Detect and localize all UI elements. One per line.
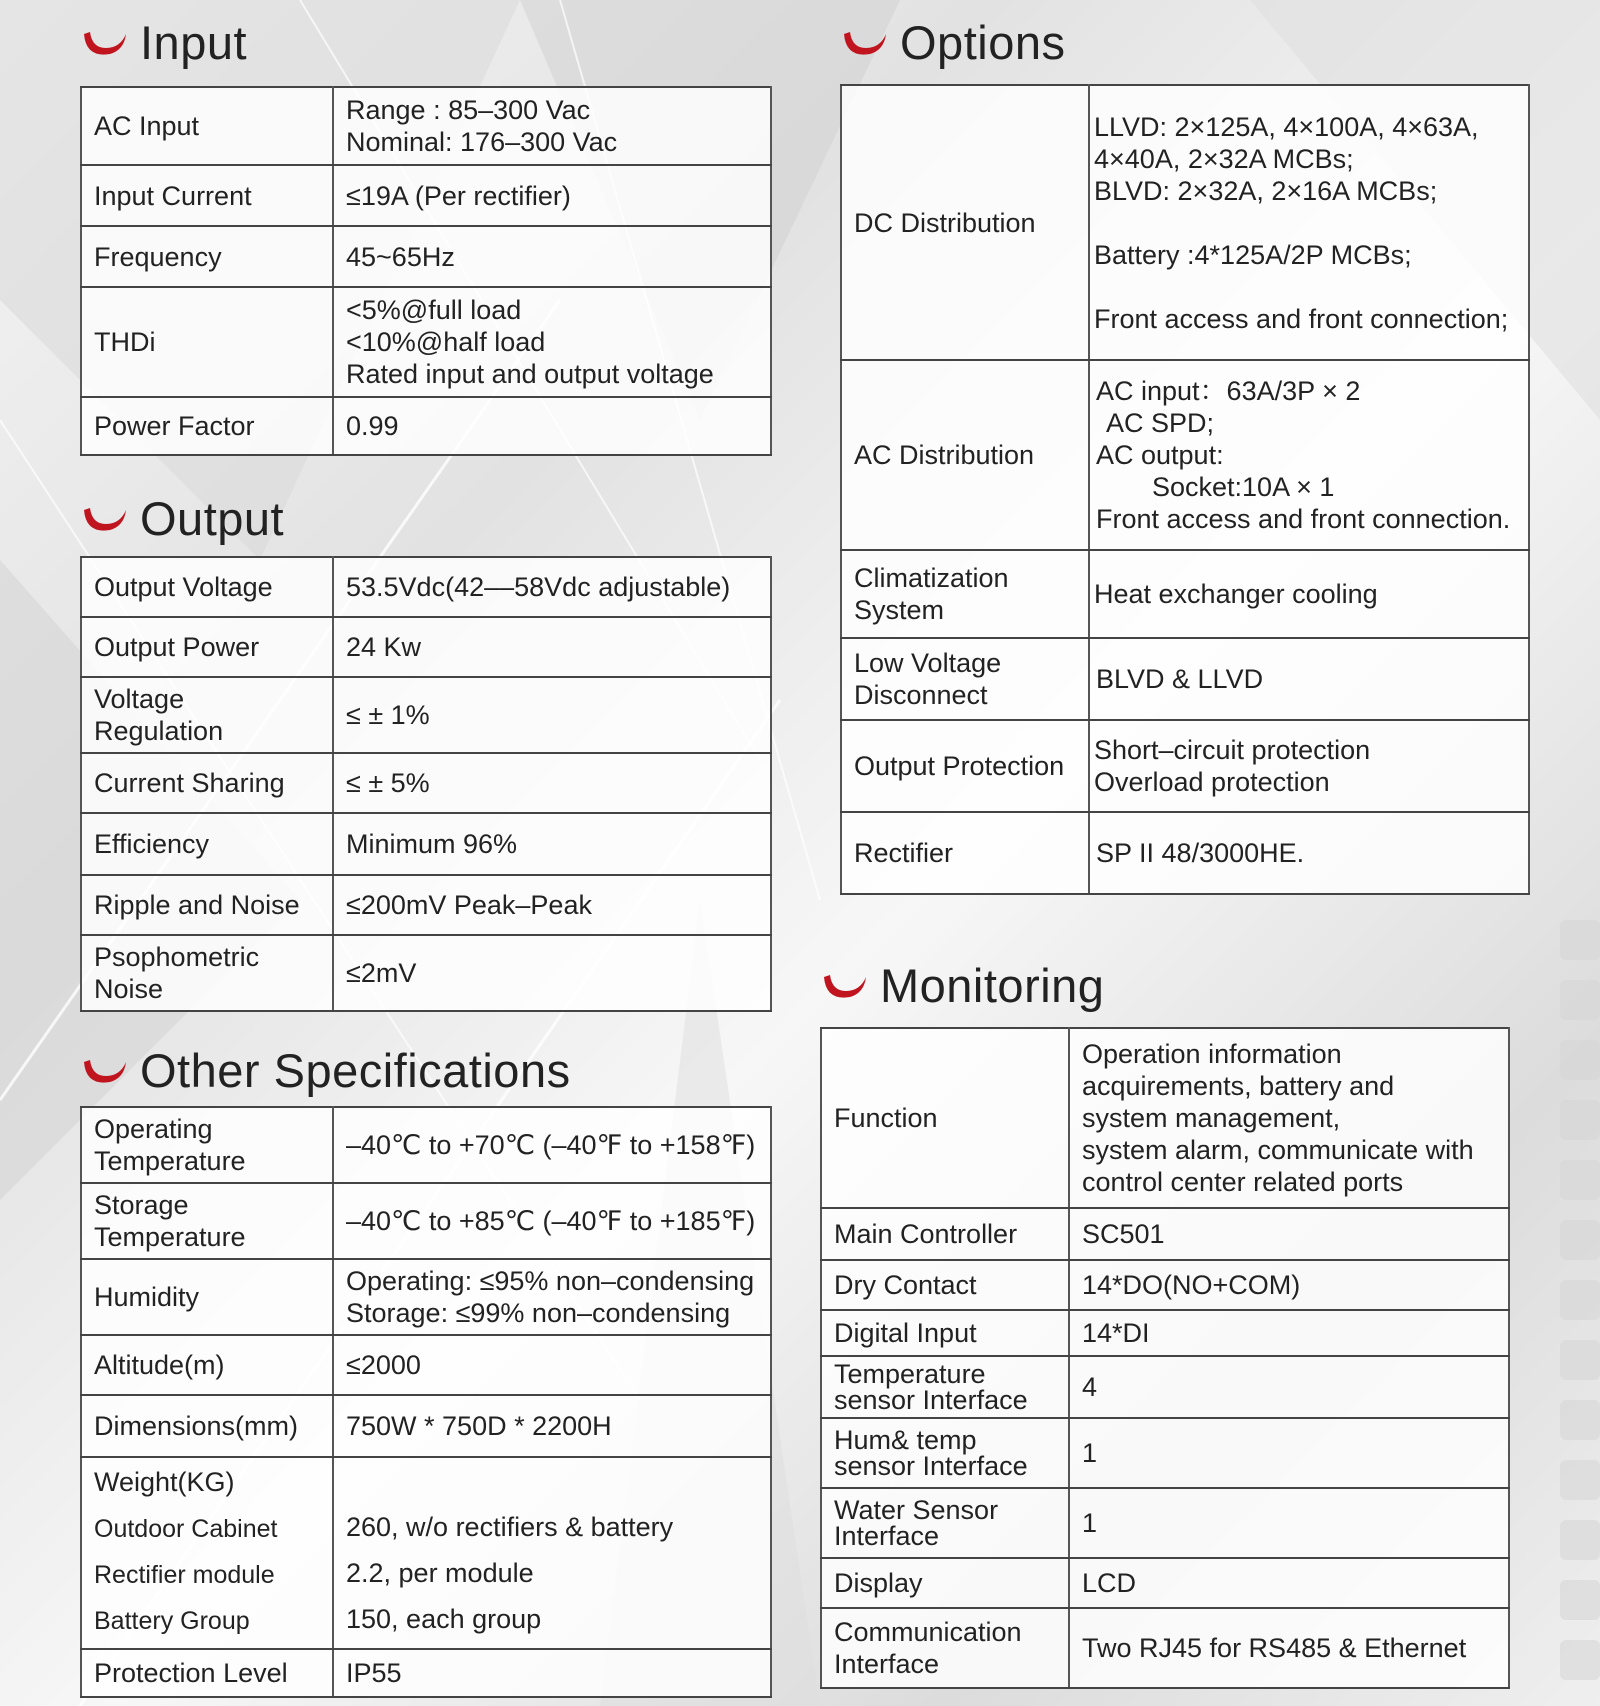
monitoring-section xyxy=(820,955,1510,1689)
row-label: Altitude(m) xyxy=(81,1335,333,1395)
row-value: 1 xyxy=(1069,1488,1509,1558)
options-table xyxy=(840,84,1530,895)
other-specs-section xyxy=(80,1040,772,1698)
row-label: Dry Contact xyxy=(821,1260,1069,1310)
swoosh-icon xyxy=(80,500,130,536)
weight-item-value: 260, w/o rectifiers & battery xyxy=(346,1512,674,1542)
row-label: THDi xyxy=(81,287,333,397)
row-label: Rectifier xyxy=(841,812,1089,894)
row-value: BLVD & LLVD xyxy=(1089,638,1529,720)
other-specs-title: Other Specifications xyxy=(140,1043,571,1097)
input-section xyxy=(80,12,772,456)
row-value: 45~65Hz xyxy=(333,226,771,287)
row-label: Temperature sensor Interface xyxy=(821,1356,1069,1418)
table-row xyxy=(821,1260,1509,1310)
row-value: 14*DO(NO+COM) xyxy=(1069,1260,1509,1310)
table-row xyxy=(821,1028,1509,1208)
table-row xyxy=(821,1208,1509,1260)
table-row xyxy=(821,1558,1509,1608)
row-value: ≤200mV Peak–Peak xyxy=(333,875,771,935)
row-label: Communication Interface xyxy=(821,1608,1069,1688)
row-label: Output Protection xyxy=(841,720,1089,812)
row-label: Frequency xyxy=(81,226,333,287)
table-row xyxy=(841,360,1529,550)
row-value: 14*DI xyxy=(1069,1310,1509,1356)
weight-item-label: Battery Group xyxy=(94,1607,250,1635)
row-value: IP55 xyxy=(333,1649,771,1697)
input-title: Input xyxy=(140,15,248,69)
table-row xyxy=(81,1259,771,1335)
table-row xyxy=(81,165,771,226)
weight-item-label: Outdoor Cabinet xyxy=(94,1515,278,1543)
options-title: Options xyxy=(900,15,1066,69)
row-label: Current Sharing xyxy=(81,753,333,813)
output-section xyxy=(80,488,772,1012)
row-value: Range : 85–300 Vac Nominal: 176–300 Vac xyxy=(333,87,771,165)
row-value: Operation information acquirements, battery and system management, system alarm, communicate with control center related ports xyxy=(1069,1028,1509,1208)
row-value: Heat exchanger cooling xyxy=(1089,550,1529,638)
row-value: –40℃ to +85℃ (–40℉ to +185℉) xyxy=(333,1183,771,1259)
row-label: Digital Input xyxy=(821,1310,1069,1356)
options-heading xyxy=(840,12,1530,72)
row-label: Output Voltage xyxy=(81,557,333,617)
row-label: Storage Temperature xyxy=(81,1183,333,1259)
row-label: Function xyxy=(821,1028,1069,1208)
table-row xyxy=(81,87,771,165)
weight-item-value: 2.2, per module xyxy=(346,1558,534,1588)
swoosh-icon xyxy=(80,24,130,60)
row-label: Humidity xyxy=(81,1259,333,1335)
table-row xyxy=(81,935,771,1011)
row-label: AC Distribution xyxy=(841,360,1089,550)
row-value: 53.5Vdc(42––58Vdc adjustable) xyxy=(333,557,771,617)
row-value: 24 Kw xyxy=(333,617,771,677)
row-label: Low Voltage Disconnect xyxy=(841,638,1089,720)
table-row xyxy=(821,1418,1509,1488)
row-label: Dimensions(mm) xyxy=(81,1395,333,1457)
row-label: Input Current xyxy=(81,165,333,226)
table-row xyxy=(81,1395,771,1457)
row-value: 750W * 750D * 2200H xyxy=(333,1395,771,1457)
row-value: Minimum 96% xyxy=(333,813,771,875)
input-table xyxy=(80,86,772,456)
row-value: –40℃ to +70℃ (–40℉ to +158℉) xyxy=(333,1107,771,1183)
output-heading xyxy=(80,488,772,548)
row-label: Main Controller xyxy=(821,1208,1069,1260)
row-value: 0.99 xyxy=(333,397,771,455)
monitoring-heading xyxy=(820,955,1510,1015)
row-value: ≤2mV xyxy=(333,935,771,1011)
swoosh-icon xyxy=(840,24,890,60)
row-value: Two RJ45 for RS485 & Ethernet xyxy=(1069,1608,1509,1688)
output-title: Output xyxy=(140,491,285,545)
table-row xyxy=(81,287,771,397)
row-label: Display xyxy=(821,1558,1069,1608)
row-label: Hum& temp sensor Interface xyxy=(821,1418,1069,1488)
row-label: Voltage Regulation xyxy=(81,677,333,753)
row-label: Water Sensor Interface xyxy=(821,1488,1069,1558)
table-row xyxy=(81,557,771,617)
row-value: AC input：63A/3P × 2 AC SPD; AC output: Socket:10A × 1 Front access and front connection. xyxy=(1089,360,1529,550)
table-row xyxy=(81,397,771,455)
row-value: SC501 xyxy=(1069,1208,1509,1260)
row-value: 4 xyxy=(1069,1356,1509,1418)
row-value: 1 xyxy=(1069,1418,1509,1488)
weight-item-label: Rectifier module xyxy=(94,1561,275,1589)
table-row xyxy=(821,1608,1509,1688)
table-row xyxy=(841,812,1529,894)
table-row xyxy=(841,85,1529,360)
monitoring-table xyxy=(820,1027,1510,1689)
row-value: Short–circuit protection Overload protection xyxy=(1089,720,1529,812)
row-label: Protection Level xyxy=(81,1649,333,1697)
row-value: LLVD: 2×125A, 4×100A, 4×63A, 4×40A, 2×32A MCBs; BLVD: 2×32A, 2×16A MCBs; Battery :4*125A/2P MCBs; Front access and front connection; xyxy=(1089,85,1529,360)
table-row xyxy=(81,1107,771,1183)
table-row xyxy=(841,550,1529,638)
table-row xyxy=(821,1356,1509,1418)
input-heading xyxy=(80,12,772,72)
table-row xyxy=(81,617,771,677)
row-label: AC Input xyxy=(81,87,333,165)
row-label: Efficiency xyxy=(81,813,333,875)
table-row xyxy=(81,226,771,287)
table-row xyxy=(821,1310,1509,1356)
weight-value-cell xyxy=(333,1457,771,1649)
monitoring-title: Monitoring xyxy=(880,958,1105,1012)
output-table xyxy=(80,556,772,1012)
row-label: Operating Temperature xyxy=(81,1107,333,1183)
table-row xyxy=(821,1488,1509,1558)
row-label: Ripple and Noise xyxy=(81,875,333,935)
swoosh-icon xyxy=(820,967,870,1003)
options-section xyxy=(840,12,1530,895)
table-row xyxy=(81,1335,771,1395)
other-specs-heading xyxy=(80,1040,772,1100)
table-row xyxy=(81,753,771,813)
table-row xyxy=(81,677,771,753)
row-label: Output Power xyxy=(81,617,333,677)
row-label: Power Factor xyxy=(81,397,333,455)
row-value: Operating: ≤95% non–condensing Storage: ≤99% non–condensing xyxy=(333,1259,771,1335)
row-value: LCD xyxy=(1069,1558,1509,1608)
table-row xyxy=(841,720,1529,812)
swoosh-icon xyxy=(80,1052,130,1088)
table-row xyxy=(81,813,771,875)
row-value: ≤19A (Per rectifier) xyxy=(333,165,771,226)
table-row xyxy=(81,875,771,935)
weight-label: Weight(KG) xyxy=(94,1467,235,1497)
table-row xyxy=(81,1183,771,1259)
row-value: ≤ ± 1% xyxy=(333,677,771,753)
row-value: SP II 48/3000HE. xyxy=(1089,812,1529,894)
table-row xyxy=(841,638,1529,720)
other-specs-table xyxy=(80,1106,772,1698)
row-value: ≤ ± 5% xyxy=(333,753,771,813)
row-label: DC Distribution xyxy=(841,85,1089,360)
weight-label-cell xyxy=(81,1457,333,1649)
row-label: Climatization System xyxy=(841,550,1089,638)
row-label: Psophometric Noise xyxy=(81,935,333,1011)
table-row xyxy=(81,1457,771,1649)
weight-item-value: 150, each group xyxy=(346,1604,542,1634)
table-row xyxy=(81,1649,771,1697)
row-value: <5%@full load <10%@half load Rated input and output voltage xyxy=(333,287,771,397)
row-value: ≤2000 xyxy=(333,1335,771,1395)
